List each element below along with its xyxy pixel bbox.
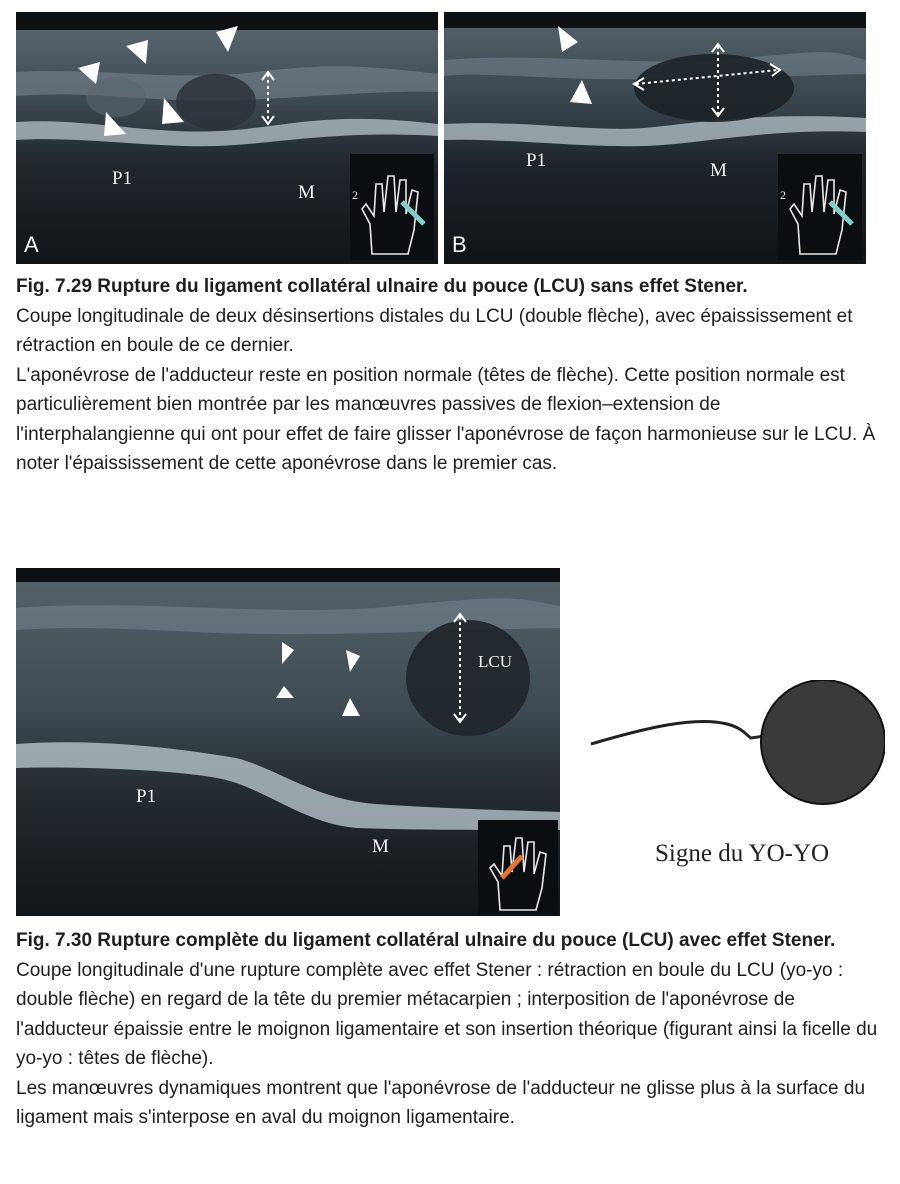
caption-paragraph: Coupe longitudinale d'une rupture complète avec effet Stener : rétraction en boule du LCU (yo-yo : double flèche) en regard de la tête du premier métacarpien ; interposition de l'aponévrose de l'adducteur épaissie entre le moignon ligamentaire et son insertion théorique (figurant ainsi la ficelle du yo-yo : têtes de flèche).: [16, 959, 878, 1069]
caption-title-7-30: Fig. 7.30 Rupture complète du ligament collatéral ulnaire du pouce (LCU) avec effet Stener.: [16, 930, 836, 951]
label-lcu: LCU: [478, 652, 512, 671]
caption-title-7-29: Fig. 7.29 Rupture du ligament collatéral ulnaire du pouce (LCU) sans effet Stener.: [16, 276, 748, 297]
label-m-730: M: [372, 836, 389, 857]
caption-paragraph: Les manœuvres dynamiques montrent que l'aponévrose de l'adducteur ne glisse plus à la surface du ligament mais s'interpose en aval du moignon ligamentaire.: [16, 1077, 866, 1128]
label-p1-a: P1: [112, 168, 133, 189]
inset-digit-a: 2: [352, 188, 358, 202]
caption-paragraph: Coupe longitudinale de deux désinsertions distales du LCU (double flèche), avec épaississement et rétraction en boule de ce dernier.: [16, 305, 853, 356]
hand-icon: [478, 820, 558, 914]
hand-inset-730: [478, 820, 558, 914]
panel-letter-b: B: [452, 232, 467, 257]
hand-icon: [778, 154, 862, 260]
label-m-a: M: [298, 182, 315, 203]
caption-fig-7-30: [16, 926, 882, 1133]
label-p1-b: P1: [526, 150, 547, 171]
label-m-b: M: [710, 160, 727, 181]
yoyo-diagram: [585, 680, 885, 840]
yoyo-label: Signe du YO-YO: [655, 840, 830, 867]
hand-inset-b: [778, 154, 862, 260]
inset-digit-b: 2: [780, 188, 786, 202]
panel-letter-a: A: [24, 232, 39, 257]
caption-fig-7-29: [16, 272, 882, 479]
ultrasound-panel-b: [444, 12, 866, 264]
label-p1-730: P1: [136, 786, 157, 807]
yoyo-ball: [761, 680, 885, 804]
caption-paragraph: L'aponévrose de l'adducteur reste en position normale (têtes de flèche). Cette position normale est particulièrement bien montrée par les manœuvres passives de flexion–extension de l'interphalangienne qui ont pour effet de faire glisser l'aponévrose de façon harmonieuse sur le LCU. À noter l'épaississement de cette aponévrose dans le premier cas.: [16, 364, 876, 474]
ultrasound-panel-a: [16, 12, 438, 264]
ultrasound-panel-730: [16, 568, 560, 916]
hand-icon: [350, 154, 434, 260]
hand-inset-a: [350, 154, 434, 260]
